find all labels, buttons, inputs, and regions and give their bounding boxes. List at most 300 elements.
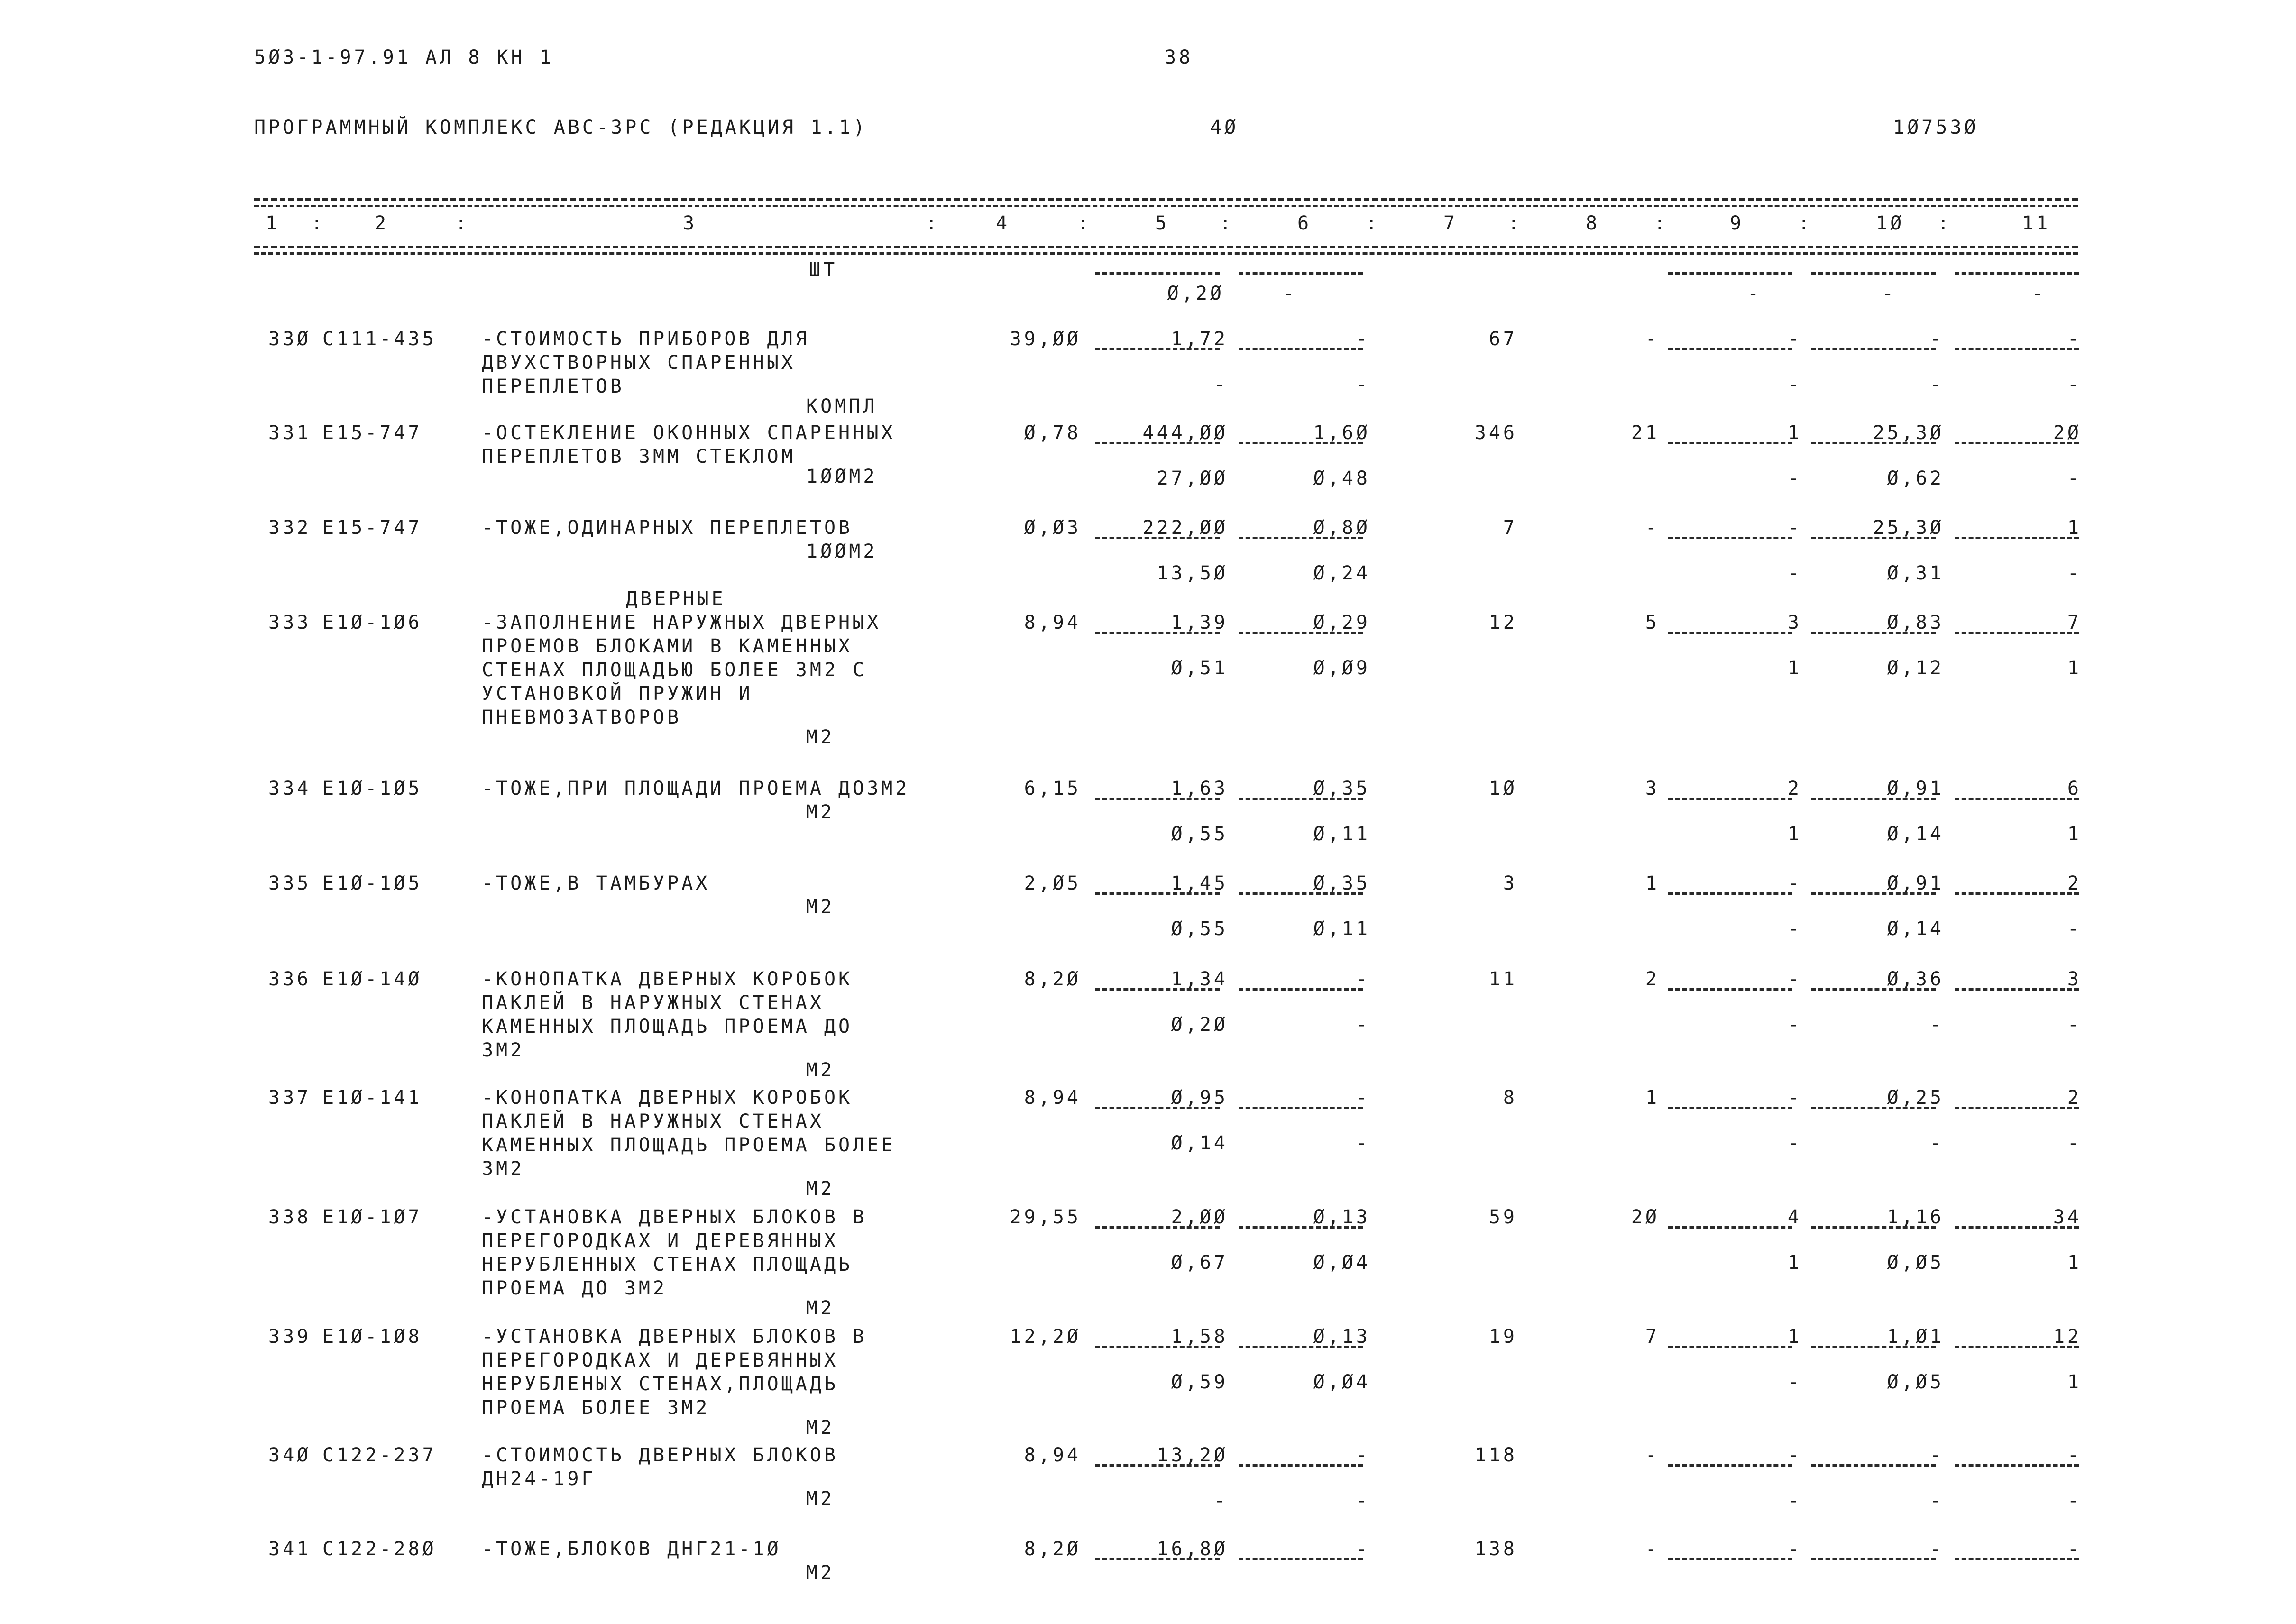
carryover-col6: - bbox=[1282, 283, 1297, 304]
row-rule-col9 bbox=[1668, 1464, 1792, 1467]
row-rule-col5 bbox=[1095, 348, 1220, 350]
unit-of-measure: М2 bbox=[806, 1417, 835, 1439]
unit-of-measure: М2 bbox=[806, 1178, 835, 1200]
col9-subvalue: - bbox=[1787, 374, 1802, 395]
col10-value: - bbox=[1929, 1538, 1944, 1560]
col10-value: 1,16 bbox=[1887, 1206, 1944, 1228]
col9-value: - bbox=[1787, 872, 1802, 894]
item-description-line: КАМЕННЫХ ПЛОЩАДЬ ПРОЕМА ДО bbox=[482, 1016, 853, 1037]
item-code: С122-237 bbox=[322, 1444, 437, 1466]
col8-value: 3 bbox=[1645, 778, 1660, 799]
col8-value: 5 bbox=[1645, 612, 1660, 633]
col7-value: 3 bbox=[1503, 872, 1517, 894]
col8-value: - bbox=[1645, 328, 1660, 350]
col10-subvalue: Ø,31 bbox=[1887, 562, 1944, 584]
row-rule-col6 bbox=[1239, 1226, 1363, 1229]
item-description-line: -ТОЖЕ,БЛОКОВ ДНГ21-1Ø bbox=[482, 1538, 781, 1560]
item-code: С122-28Ø bbox=[322, 1538, 437, 1560]
carryover-col5: Ø,2Ø bbox=[1167, 283, 1224, 304]
col5-value: 1,45 bbox=[1171, 872, 1228, 894]
col5-value: 1,39 bbox=[1171, 612, 1228, 633]
col11-subvalue: - bbox=[2067, 562, 2082, 584]
col10-value: Ø,83 bbox=[1887, 612, 1944, 633]
col7-value: 1Ø bbox=[1488, 778, 1517, 799]
col9-value: 3 bbox=[1787, 612, 1802, 633]
col4-value: Ø,78 bbox=[1024, 422, 1081, 444]
row-rule-col11 bbox=[1955, 1558, 2079, 1560]
header-code-right: 1Ø753Ø bbox=[1893, 117, 1979, 138]
unit-of-measure: М2 bbox=[806, 1562, 835, 1584]
item-code: Е1Ø-14Ø bbox=[322, 968, 422, 990]
col8-value: 1 bbox=[1645, 1087, 1660, 1109]
col9-subvalue: - bbox=[1787, 468, 1802, 489]
column-header-6: 6 bbox=[1297, 212, 1312, 234]
col11-subvalue: - bbox=[2067, 1014, 2082, 1036]
item-description-line: -СТОИМОСТЬ ДВЕРНЫХ БЛОКОВ bbox=[482, 1444, 839, 1466]
col11-subvalue: - bbox=[2067, 1132, 2082, 1154]
col4-value: 6,15 bbox=[1024, 778, 1081, 799]
col9-value: 1 bbox=[1787, 422, 1802, 444]
col10-value: 25,3Ø bbox=[1873, 517, 1944, 539]
col11-value: 7 bbox=[2067, 612, 2082, 633]
col5-subvalue: Ø,2Ø bbox=[1171, 1014, 1228, 1036]
row-number: 333 bbox=[268, 612, 312, 633]
item-description-line: ПЕРЕПЛЕТОВ ЗММ СТЕКЛОМ bbox=[482, 446, 796, 468]
col5-subvalue: Ø,55 bbox=[1171, 823, 1228, 845]
item-code: Е1Ø-1Ø5 bbox=[322, 872, 422, 894]
col10-value: Ø,25 bbox=[1887, 1087, 1944, 1109]
row-number: 338 bbox=[268, 1206, 312, 1228]
item-description-line: ПАКЛЕЙ В НАРУЖНЫХ СТЕНАХ bbox=[482, 992, 824, 1014]
item-code: Е1Ø-1Ø8 bbox=[322, 1326, 422, 1348]
row-rule-col9 bbox=[1668, 892, 1792, 895]
col10-subvalue: Ø,Ø5 bbox=[1887, 1252, 1944, 1274]
column-header-5: 5 bbox=[1155, 212, 1170, 234]
row-rule-col6 bbox=[1239, 537, 1363, 539]
col6-subvalue: Ø,24 bbox=[1313, 562, 1370, 584]
col4-value: 8,94 bbox=[1024, 1444, 1081, 1466]
row-rule-col11 bbox=[1955, 1107, 2079, 1109]
col10-subvalue: - bbox=[1929, 374, 1944, 395]
col9-value: 1 bbox=[1787, 1326, 1802, 1348]
item-description-line: ПРОЕМОВ БЛОКАМИ В КАМЕННЫХ bbox=[482, 635, 853, 657]
column-separator: : bbox=[926, 212, 940, 234]
col10-value: Ø,91 bbox=[1887, 872, 1944, 894]
row-rule-col9 bbox=[1668, 1558, 1792, 1560]
row-rule-col9 bbox=[1668, 1226, 1792, 1229]
col9-subvalue: 1 bbox=[1787, 823, 1802, 845]
col5-value: 1,72 bbox=[1171, 328, 1228, 350]
item-description-line: ПАКЛЕЙ В НАРУЖНЫХ СТЕНАХ bbox=[482, 1110, 824, 1132]
column-separator: : bbox=[1220, 212, 1234, 234]
col4-value: Ø,Ø3 bbox=[1024, 517, 1081, 539]
col9-value: - bbox=[1787, 328, 1802, 350]
carryover-col9: - bbox=[1747, 283, 1762, 304]
col7-value: 11 bbox=[1488, 968, 1517, 990]
row-rule-col6 bbox=[1239, 1464, 1363, 1467]
row-rule-col5 bbox=[1095, 798, 1220, 800]
row-rule-col11 bbox=[1955, 442, 2079, 444]
row-rule-col9 bbox=[1668, 632, 1792, 634]
col9-subvalue: - bbox=[1787, 562, 1802, 584]
row-rule-col10 bbox=[1811, 892, 1936, 895]
row-rule-col11 bbox=[1955, 892, 2079, 895]
col11-value: 3 bbox=[2067, 968, 2082, 990]
col7-value: 346 bbox=[1474, 422, 1517, 444]
col11-subvalue: - bbox=[2067, 1490, 2082, 1512]
col10-value: - bbox=[1929, 1444, 1944, 1466]
col6-value: Ø,13 bbox=[1313, 1326, 1370, 1348]
item-description-line: -ЗАПОЛНЕНИЕ НАРУЖНЫХ ДВЕРНЫХ bbox=[482, 612, 882, 633]
row-rule-col5 bbox=[1095, 442, 1220, 444]
col10-value: Ø,91 bbox=[1887, 778, 1944, 799]
row-rule-col11 bbox=[1955, 798, 2079, 800]
col6-value: - bbox=[1356, 968, 1370, 990]
col11-value: - bbox=[2067, 1444, 2082, 1466]
row-rule-col9 bbox=[1668, 988, 1792, 991]
col9-value: - bbox=[1787, 1087, 1802, 1109]
row-rule-col5 bbox=[1095, 1464, 1220, 1467]
col11-value: 6 bbox=[2067, 778, 2082, 799]
col11-subvalue: 1 bbox=[2067, 1371, 2082, 1393]
document-code: 5Ø3-1-97.91 АЛ 8 КН 1 bbox=[254, 46, 554, 68]
unit-of-measure: КОМПЛ bbox=[806, 395, 878, 417]
row-rule-col10 bbox=[1811, 1107, 1936, 1109]
col5-value: 16,8Ø bbox=[1157, 1538, 1228, 1560]
col7-value: 8 bbox=[1503, 1087, 1517, 1109]
col5-subvalue: 27,ØØ bbox=[1157, 468, 1228, 489]
col5-subvalue: - bbox=[1213, 1490, 1228, 1512]
item-code: Е1Ø-1Ø6 bbox=[322, 612, 422, 633]
row-rule-col5 bbox=[1095, 632, 1220, 634]
col6-subvalue: Ø,11 bbox=[1313, 918, 1370, 940]
col6-value: Ø,13 bbox=[1313, 1206, 1370, 1228]
item-description-line: ДН24-19Г bbox=[482, 1468, 596, 1490]
col5-value: 2,ØØ bbox=[1171, 1206, 1228, 1228]
row-number: 332 bbox=[268, 517, 312, 539]
col9-subvalue: - bbox=[1787, 1014, 1802, 1036]
col10-value: 25,3Ø bbox=[1873, 422, 1944, 444]
col6-subvalue: - bbox=[1356, 1014, 1370, 1036]
col9-subvalue: - bbox=[1787, 1132, 1802, 1154]
col7-value: 12 bbox=[1488, 612, 1517, 633]
col9-value: - bbox=[1787, 968, 1802, 990]
col6-value: - bbox=[1356, 1538, 1370, 1560]
col11-value: 2 bbox=[2067, 1087, 2082, 1109]
row-rule-col11 bbox=[1955, 348, 2079, 350]
col6-value: Ø,35 bbox=[1313, 872, 1370, 894]
item-code: Е15-747 bbox=[322, 422, 422, 444]
item-code: Е1Ø-141 bbox=[322, 1087, 422, 1109]
unit-of-measure: М2 bbox=[806, 1059, 835, 1081]
col6-value: Ø,29 bbox=[1313, 612, 1370, 633]
col4-value: 8,2Ø bbox=[1024, 968, 1081, 990]
unit-of-measure: М2 bbox=[806, 896, 835, 918]
item-code: Е1Ø-1Ø7 bbox=[322, 1206, 422, 1228]
item-description-line: 3М2 bbox=[482, 1158, 525, 1180]
col11-value: - bbox=[2067, 1538, 2082, 1560]
col5-subvalue: Ø,14 bbox=[1171, 1132, 1228, 1154]
col4-value: 39,ØØ bbox=[1010, 328, 1081, 350]
row-rule-col6 bbox=[1239, 798, 1363, 800]
row-rule-col11 bbox=[1955, 1226, 2079, 1229]
row-rule-col10 bbox=[1811, 1346, 1936, 1348]
col9-value: - bbox=[1787, 1444, 1802, 1466]
row-rule-col11 bbox=[1955, 632, 2079, 634]
col10-subvalue: Ø,62 bbox=[1887, 468, 1944, 489]
col5-value: 1,58 bbox=[1171, 1326, 1228, 1348]
row-number: 341 bbox=[268, 1538, 312, 1560]
col11-value: 2 bbox=[2067, 872, 2082, 894]
col5-subvalue: Ø,59 bbox=[1171, 1371, 1228, 1393]
item-description-line: НЕРУБЛЕНЫХ СТЕНАХ,ПЛОЩАДЬ bbox=[482, 1373, 839, 1395]
col11-subvalue: - bbox=[2067, 918, 2082, 940]
item-description-line: ПНЕВМОЗАТВОРОВ bbox=[482, 706, 682, 728]
item-description-line: КАМЕННЫХ ПЛОЩАДЬ ПРОЕМА БОЛЕЕ bbox=[482, 1134, 896, 1156]
column-separator: : bbox=[1508, 212, 1523, 234]
row-rule-col5 bbox=[1095, 1346, 1220, 1348]
program-title: ПРОГРАММНЫЙ КОМПЛЕКС АВС-3РС (РЕДАКЦИЯ 1.1) bbox=[254, 117, 868, 138]
row-rule-col5 bbox=[1095, 988, 1220, 991]
column-separator: : bbox=[1654, 212, 1669, 234]
col5-subvalue: Ø,51 bbox=[1171, 657, 1228, 679]
col10-subvalue: Ø,Ø5 bbox=[1887, 1371, 1944, 1393]
row-rule-col6 bbox=[1239, 1558, 1363, 1560]
column-separator: : bbox=[455, 212, 470, 234]
col11-value: 1 bbox=[2067, 517, 2082, 539]
col7-value: 67 bbox=[1488, 328, 1517, 350]
row-rule-col10 bbox=[1811, 537, 1936, 539]
item-description-line: СТЕНАХ ПЛОЩАДЬЮ БОЛЕЕ 3М2 С bbox=[482, 659, 867, 681]
row-rule-col11 bbox=[1955, 1464, 2079, 1467]
item-description-line: ПЕРЕГОРОДКАХ И ДЕРЕВЯННЫХ bbox=[482, 1230, 839, 1252]
col10-subvalue: Ø,12 bbox=[1887, 657, 1944, 679]
row-rule-col5 bbox=[1095, 892, 1220, 895]
col6-subvalue: Ø,11 bbox=[1313, 823, 1370, 845]
item-description-line: УСТАНОВКОЙ ПРУЖИН И bbox=[482, 683, 753, 705]
col9-subvalue: - bbox=[1787, 1371, 1802, 1393]
col8-value: - bbox=[1645, 1538, 1660, 1560]
col6-value: 1,6Ø bbox=[1313, 422, 1370, 444]
row-rule-col11 bbox=[1955, 537, 2079, 539]
item-description-line: 3М2 bbox=[482, 1039, 525, 1061]
row-rule-col6 bbox=[1239, 348, 1363, 350]
row-number: 337 bbox=[268, 1087, 312, 1109]
row-rule-col5 bbox=[1095, 1107, 1220, 1109]
column-separator: : bbox=[1798, 212, 1813, 234]
item-description-line: -КОНОПАТКА ДВЕРНЫХ КОРОБОК bbox=[482, 968, 853, 990]
col7-value: 7 bbox=[1503, 517, 1517, 539]
col6-value: - bbox=[1356, 1087, 1370, 1109]
row-number: 334 bbox=[268, 778, 312, 799]
page-number: 38 bbox=[1165, 46, 1194, 68]
col8-value: 21 bbox=[1631, 422, 1660, 444]
col10-subvalue: Ø,14 bbox=[1887, 823, 1944, 845]
col10-subvalue: - bbox=[1929, 1490, 1944, 1512]
row-rule-col6 bbox=[1239, 1346, 1363, 1348]
col4-value: 2,Ø5 bbox=[1024, 872, 1081, 894]
item-code: Е15-747 bbox=[322, 517, 422, 539]
item-description-line: ПРОЕМА ДО 3М2 bbox=[482, 1277, 668, 1299]
col5-subvalue: - bbox=[1213, 374, 1228, 395]
col8-value: 1 bbox=[1645, 872, 1660, 894]
col8-value: - bbox=[1645, 517, 1660, 539]
row-rule-col10 bbox=[1811, 442, 1936, 444]
col5-subvalue: 13,5Ø bbox=[1157, 562, 1228, 584]
row-rule-col10 bbox=[1811, 988, 1936, 991]
col10-value: 1,Ø1 bbox=[1887, 1326, 1944, 1348]
row-rule-col10 bbox=[1811, 1226, 1936, 1229]
col7-value: 118 bbox=[1474, 1444, 1517, 1466]
column-separator: : bbox=[1366, 212, 1380, 234]
column-separator: : bbox=[1938, 212, 1952, 234]
col4-value: 8,94 bbox=[1024, 612, 1081, 633]
col6-subvalue: Ø,48 bbox=[1313, 468, 1370, 489]
item-description-line: -УСТАНОВКА ДВЕРНЫХ БЛОКОВ В bbox=[482, 1206, 867, 1228]
unit-of-measure: М2 bbox=[806, 1297, 835, 1319]
row-number: 34Ø bbox=[268, 1444, 312, 1466]
item-description-line: -ТОЖЕ,ПРИ ПЛОЩАДИ ПРОЕМА ДО3М2 bbox=[482, 778, 910, 799]
column-separator: : bbox=[1077, 212, 1092, 234]
col9-value: - bbox=[1787, 1538, 1802, 1560]
header-code-mid: 4Ø bbox=[1210, 117, 1239, 138]
col6-value: - bbox=[1356, 1444, 1370, 1466]
col11-value: 12 bbox=[2053, 1326, 2082, 1348]
row-rule-col6 bbox=[1239, 442, 1363, 444]
row-rule-col6 bbox=[1239, 892, 1363, 895]
item-description-line: ПРОЕМА БОЛЕЕ 3М2 bbox=[482, 1397, 710, 1419]
col5-value: 444,ØØ bbox=[1142, 422, 1228, 444]
col6-value: - bbox=[1356, 328, 1370, 350]
row-number: 335 bbox=[268, 872, 312, 894]
unit-of-measure: М2 bbox=[806, 726, 835, 748]
row-rule-col5 bbox=[1095, 1558, 1220, 1560]
col4-value: 12,2Ø bbox=[1010, 1326, 1081, 1348]
col6-subvalue: Ø,Ø9 bbox=[1313, 657, 1370, 679]
unit-of-measure: М2 bbox=[806, 801, 835, 823]
row-rule-col6 bbox=[1239, 632, 1363, 634]
col10-subvalue: - bbox=[1929, 1132, 1944, 1154]
item-description-line: НЕРУБЛЕННЫХ СТЕНАХ ПЛОЩАДЬ bbox=[482, 1254, 853, 1275]
unit-of-measure: 1ØØМ2 bbox=[806, 541, 878, 562]
col11-subvalue: - bbox=[2067, 468, 2082, 489]
col5-subvalue: Ø,67 bbox=[1171, 1252, 1228, 1274]
row-rule-col5 bbox=[1095, 537, 1220, 539]
col5-value: 13,2Ø bbox=[1157, 1444, 1228, 1466]
row-rule-col11 bbox=[1955, 1346, 2079, 1348]
row-rule-col9 bbox=[1668, 798, 1792, 800]
col5-value: Ø,95 bbox=[1171, 1087, 1228, 1109]
unit-of-measure: М2 bbox=[806, 1488, 835, 1510]
row-rule-col10 bbox=[1811, 798, 1936, 800]
row-number: 339 bbox=[268, 1326, 312, 1348]
column-header-3: 3 bbox=[683, 212, 698, 234]
row-rule-col10 bbox=[1811, 1464, 1936, 1467]
col11-value: 34 bbox=[2053, 1206, 2082, 1228]
col7-value: 19 bbox=[1488, 1326, 1517, 1348]
col6-subvalue: Ø,Ø4 bbox=[1313, 1252, 1370, 1274]
column-header-1: 1 bbox=[266, 212, 280, 234]
col11-subvalue: 1 bbox=[2067, 657, 2082, 679]
item-description-line: -КОНОПАТКА ДВЕРНЫХ КОРОБОК bbox=[482, 1087, 853, 1109]
item-code: С111-435 bbox=[322, 328, 437, 350]
col6-subvalue: - bbox=[1356, 374, 1370, 395]
col5-value: 1,34 bbox=[1171, 968, 1228, 990]
col10-subvalue: - bbox=[1929, 1014, 1944, 1036]
col9-subvalue: - bbox=[1787, 1490, 1802, 1512]
col5-value: 222,ØØ bbox=[1142, 517, 1228, 539]
row-rule-col9 bbox=[1668, 348, 1792, 350]
row-rule-col9 bbox=[1668, 537, 1792, 539]
col7-value: 138 bbox=[1474, 1538, 1517, 1560]
column-header-7: 7 bbox=[1443, 212, 1458, 234]
column-header-9: 9 bbox=[1730, 212, 1745, 234]
col6-value: Ø,8Ø bbox=[1313, 517, 1370, 539]
col6-subvalue: - bbox=[1356, 1490, 1370, 1512]
row-rule-col9 bbox=[1668, 1107, 1792, 1109]
col10-subvalue: Ø,14 bbox=[1887, 918, 1944, 940]
col11-subvalue: 1 bbox=[2067, 823, 2082, 845]
unit-of-measure: 1ØØМ2 bbox=[806, 466, 878, 487]
item-code: Е1Ø-1Ø5 bbox=[322, 778, 422, 799]
row-rule-col5 bbox=[1095, 1226, 1220, 1229]
column-separator: : bbox=[311, 212, 326, 234]
col11-value: - bbox=[2067, 328, 2082, 350]
col4-value: 29,55 bbox=[1010, 1206, 1081, 1228]
row-rule-col6 bbox=[1239, 1107, 1363, 1109]
col10-value: Ø,36 bbox=[1887, 968, 1944, 990]
col4-value: 8,94 bbox=[1024, 1087, 1081, 1109]
carryover-col11: - bbox=[2031, 283, 2047, 304]
col9-subvalue: - bbox=[1787, 918, 1802, 940]
col11-value: 2Ø bbox=[2053, 422, 2082, 444]
item-description-line: -УСТАНОВКА ДВЕРНЫХ БЛОКОВ В bbox=[482, 1326, 867, 1348]
column-header-11: 11 bbox=[2022, 212, 2051, 234]
item-description-line: -ТОЖЕ,В ТАМБУРАХ bbox=[482, 872, 710, 894]
item-description-line: ПЕРЕГОРОДКАХ И ДЕРЕВЯННЫХ bbox=[482, 1349, 839, 1371]
col11-subvalue: 1 bbox=[2067, 1252, 2082, 1274]
row-rule-col9 bbox=[1668, 1346, 1792, 1348]
row-rule-col11 bbox=[1955, 988, 2079, 991]
carryover-col10: - bbox=[1882, 283, 1897, 304]
col4-value: 8,2Ø bbox=[1024, 1538, 1081, 1560]
col9-subvalue: 1 bbox=[1787, 657, 1802, 679]
col5-subvalue: Ø,55 bbox=[1171, 918, 1228, 940]
col11-subvalue: - bbox=[2067, 374, 2082, 395]
row-rule-col10 bbox=[1811, 632, 1936, 634]
column-header-4: 4 bbox=[996, 212, 1010, 234]
row-rule-col10 bbox=[1811, 1558, 1936, 1560]
column-header-8: 8 bbox=[1586, 212, 1600, 234]
carryover-unit: ШТ bbox=[809, 259, 838, 281]
col8-value: 2Ø bbox=[1631, 1206, 1660, 1228]
col6-value: Ø,35 bbox=[1313, 778, 1370, 799]
col7-value: 59 bbox=[1488, 1206, 1517, 1228]
row-rule-col6 bbox=[1239, 988, 1363, 991]
col9-value: 2 bbox=[1787, 778, 1802, 799]
column-header-2: 2 bbox=[375, 212, 389, 234]
row-number: 331 bbox=[268, 422, 312, 444]
col8-value: 2 bbox=[1645, 968, 1660, 990]
column-header-1Ø: 1Ø bbox=[1876, 212, 1905, 234]
item-description-line: ПЕРЕПЛЕТОВ bbox=[482, 376, 625, 397]
row-rule-col10 bbox=[1811, 348, 1936, 350]
col8-value: 7 bbox=[1645, 1326, 1660, 1348]
col10-value: - bbox=[1929, 328, 1944, 350]
col8-value: - bbox=[1645, 1444, 1660, 1466]
col6-subvalue: Ø,Ø4 bbox=[1313, 1371, 1370, 1393]
item-description-line: -ОСТЕКЛЕНИЕ ОКОННЫХ СПАРЕННЫХ bbox=[482, 422, 896, 444]
